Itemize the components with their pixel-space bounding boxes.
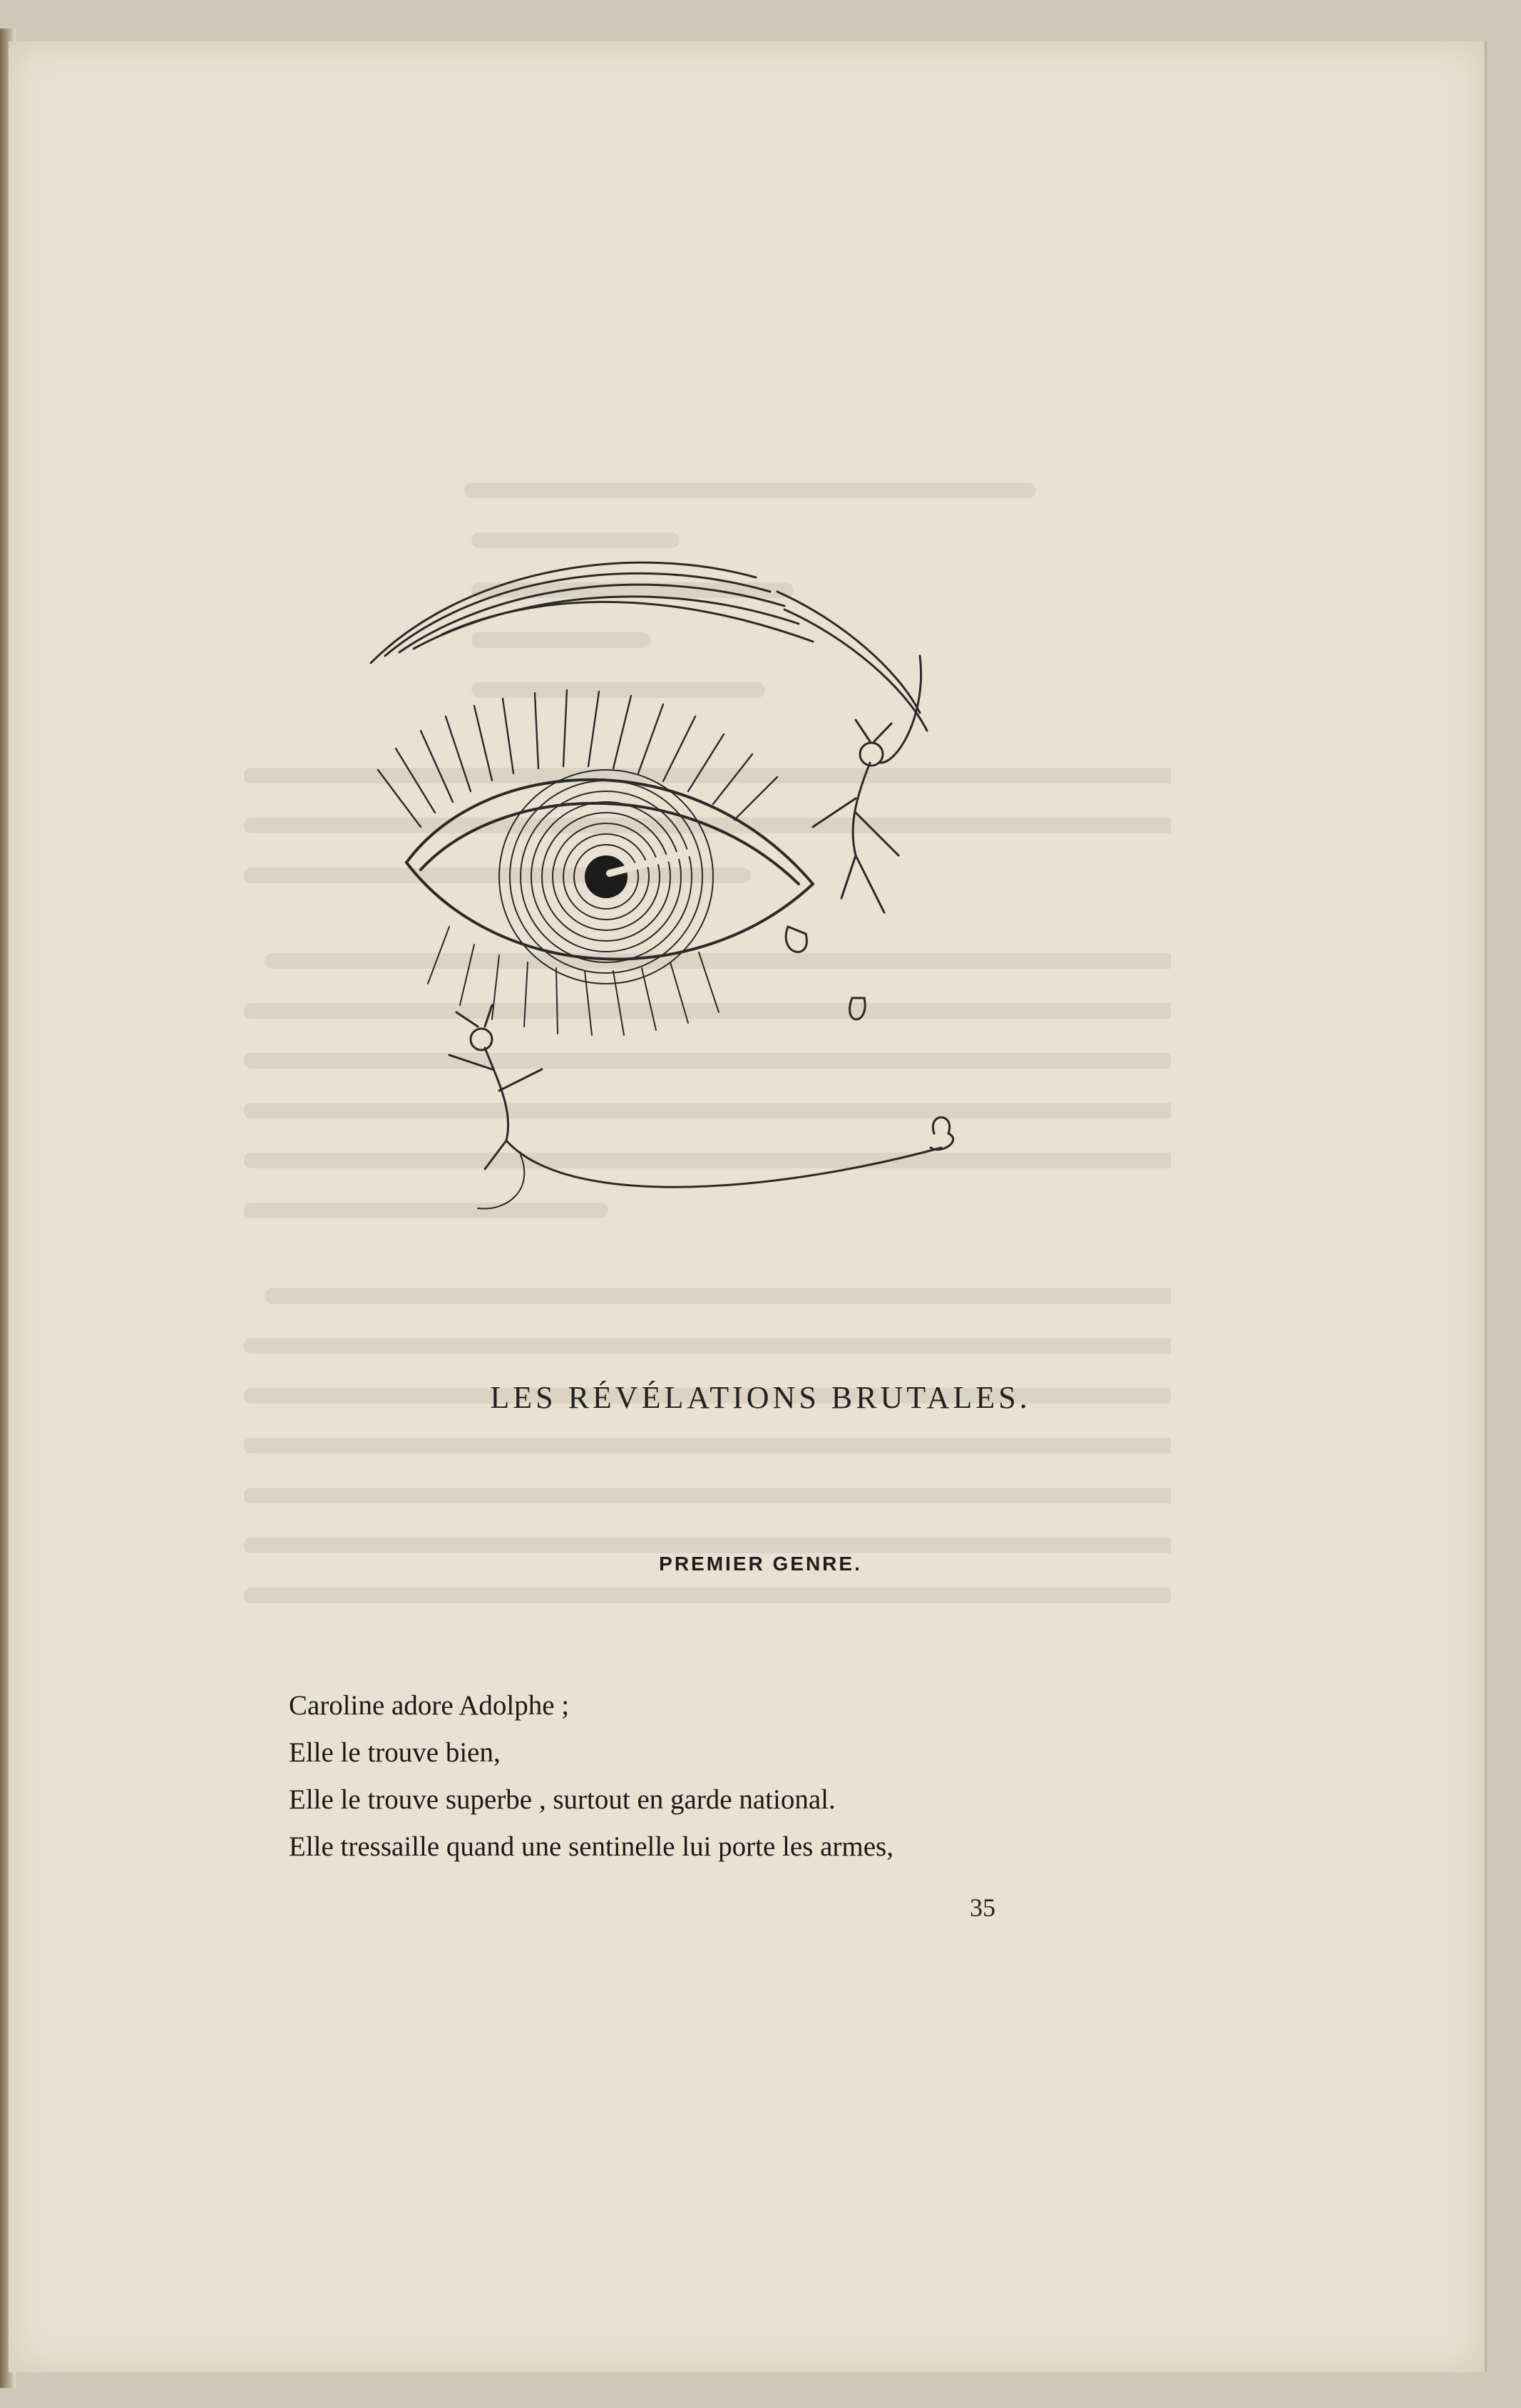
pupil bbox=[585, 855, 628, 898]
upper-eyelashes bbox=[378, 690, 777, 827]
verse-line: Elle le trouve bien, bbox=[289, 1737, 501, 1768]
tear-drop bbox=[786, 927, 806, 952]
tear-drop-falling bbox=[850, 998, 865, 1019]
verse-line: Elle le trouve superbe , surtout en garde national. bbox=[289, 1784, 836, 1815]
verse-line: Elle tressaille quand une sentinelle lui porte les armes, bbox=[289, 1831, 893, 1862]
eye-with-imps-engraving-icon bbox=[357, 528, 998, 1212]
section-title: LES RÉVÉLATIONS BRUTALES. bbox=[490, 1380, 1031, 1415]
section-subtitle: PREMIER GENRE. bbox=[659, 1553, 862, 1575]
verse-line: Caroline adore Adolphe ; bbox=[289, 1690, 570, 1721]
eyebrow bbox=[371, 562, 927, 731]
page-number: 35 bbox=[970, 1893, 995, 1922]
imp-upper-right bbox=[813, 656, 921, 912]
verse-text bbox=[289, 1682, 1216, 1871]
artist-monogram bbox=[931, 1118, 953, 1150]
imp-lower-left bbox=[449, 1005, 941, 1209]
